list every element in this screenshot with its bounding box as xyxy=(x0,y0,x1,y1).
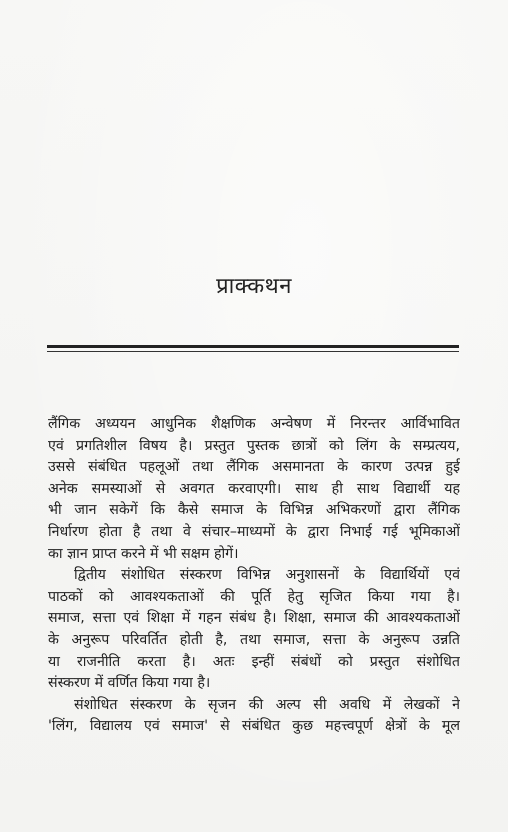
text-line: समाज, सत्ता एवं शिक्षा में गहन संबंध है। शिक्षा, समाज की आवश्यकताओं xyxy=(48,610,460,627)
title-divider-thick xyxy=(47,345,459,348)
text-line: अनेक समस्याओं से अवगत करवाएगी। साथ ही साथ विद्यार्थी यह xyxy=(48,480,460,497)
text-line: संस्करण में वर्णित किया गया है। xyxy=(48,675,211,692)
text-line: लैंगिक अध्ययन आधुनिक शैक्षणिक अन्वेषण में निरन्तर आर्विभावित xyxy=(48,416,460,432)
text-line: निर्धारण होता है तथा वे संचार–माध्यमों के द्वारा निभाई गई भूमिकाओं xyxy=(48,523,460,540)
text-line: या राजनीति करता है। अतः इन्हीं संबंधों को प्रस्तुत संशोधित xyxy=(48,653,460,670)
text-line: का ज्ञान प्राप्त करने में भी सक्षम होगें। xyxy=(48,545,239,562)
text-line: द्वितीय संशोधित संस्करण विभिन्न अनुशासनों के विद्यार्थियों एवं xyxy=(74,567,460,584)
page-title: प्राक्कथन xyxy=(216,274,292,299)
title-divider-thin xyxy=(47,351,459,352)
text-line: भी जान सकेगें कि कैसे समाज के विभिन्न अभिकरणों द्वारा लैंगिक xyxy=(48,502,460,519)
text-line: उससे संबंधित पहलूओं तथा लैंगिक असमानता के कारण उत्पन्न हुई xyxy=(48,459,460,476)
text-line: एवं प्रगतिशील विषय है। प्रस्तुत पुस्तक छात्रों को लिंग के सम्प्रत्यय, xyxy=(48,437,460,454)
text-line: के अनुरूप परिवर्तित होती है, तथा समाज, सत्ता के अनुरूप उन्नति xyxy=(48,631,460,648)
text-line: पाठकों को आवश्यकताओं की पूर्ति हेतु सृजित किया गया है। xyxy=(48,588,460,605)
body-text xyxy=(48,414,460,738)
text-line: संशोधित संस्करण के सृजन की अल्प सी अवधि में लेखकों ने xyxy=(74,696,460,713)
text-line: 'लिंग, विद्यालय एवं समाज' से संबंधित कुछ महत्त्वपूर्ण क्षेत्रों के मूल xyxy=(48,718,460,735)
